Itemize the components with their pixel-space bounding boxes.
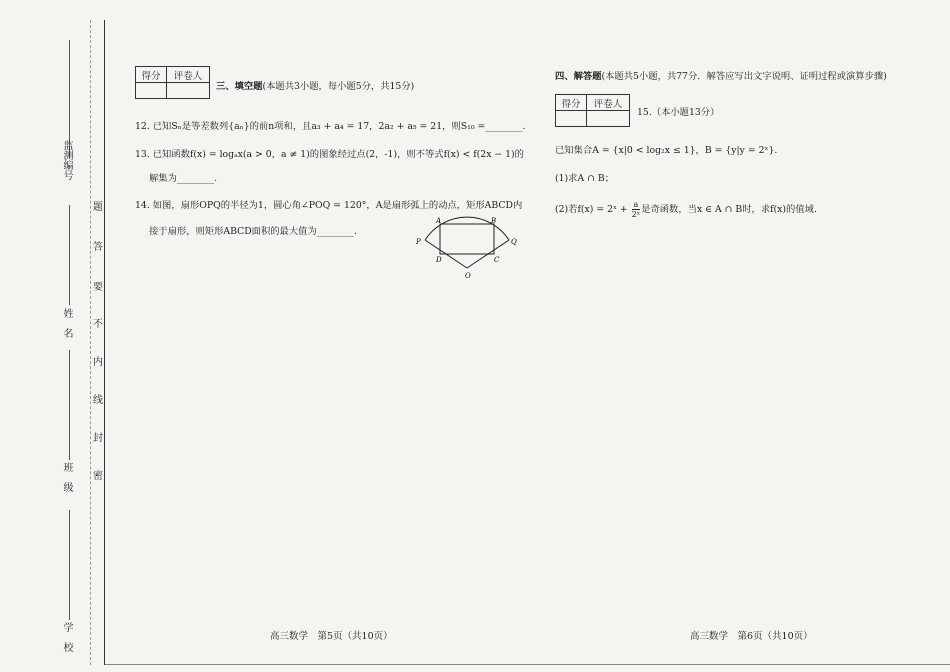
- score-cell-blank[interactable]: [136, 83, 167, 99]
- part2-suffix: 是奇函数，当x ∈ A ∩ B时，求f(x)的值域.: [641, 204, 817, 215]
- question-15-title: 15.（本小题13分）: [637, 107, 720, 118]
- point-q-label: Q: [511, 238, 517, 246]
- sector-figure: [412, 212, 522, 280]
- name-write-line: [69, 205, 70, 305]
- score-cell-label: 得分: [556, 95, 587, 111]
- seal-char-1: 答: [93, 242, 103, 253]
- school-label: 学 校: [61, 622, 72, 652]
- seal-char-4: 内: [93, 357, 103, 368]
- grader-cell-label: 评卷人: [587, 95, 630, 111]
- point-b-label: B: [491, 217, 497, 225]
- question-13-line2: 解集为________.: [149, 173, 218, 184]
- question-12: 12. 已知Sₙ是等差数列{aₙ}的前n项和，且a₃ + a₄ = 17，2a₂ + a₅ = 21，则S₁₀ =________.: [135, 121, 526, 132]
- point-d-label: D: [436, 256, 442, 264]
- point-p-label: P: [416, 238, 421, 246]
- class-write-line: [69, 350, 70, 460]
- seal-char-5: 线: [93, 395, 103, 406]
- question-15-part2: [555, 200, 817, 219]
- part2-prefix: (2)若f(x) = 2ˣ +: [555, 204, 631, 215]
- seal-dotted-line: [90, 20, 91, 665]
- name-label: 姓 名: [61, 308, 72, 338]
- class-label: 班 级: [61, 462, 72, 492]
- question-15-given: 已知集合A = {x|0 < log₂x ≤ 1}，B = {y|y = 2ˣ}.: [555, 145, 778, 156]
- question-14-line1: 14. 如图，扇形OPQ的半径为1，圆心角∠POQ = 120°，A是扇形弧上的动点，矩形ABCD内: [135, 200, 523, 211]
- seal-char-7: 密: [93, 471, 103, 482]
- seal-solid-line: [104, 20, 105, 665]
- question-15-part1: (1)求A ∩ B；: [555, 173, 615, 184]
- question-14-line2: 接于扇形，则矩形ABCD面积的最大值为________.: [149, 226, 357, 237]
- fraction-numerator: a: [633, 200, 639, 209]
- score-cell-blank[interactable]: [556, 111, 587, 127]
- right-page: [540, 0, 945, 672]
- point-a-label: A: [436, 217, 442, 225]
- section-3-title: 三、填空题: [216, 81, 263, 92]
- seal-char-3: 不: [93, 319, 103, 330]
- section-4-note: (本题共5小题，共77分．解答应写出文字说明、证明过程或演算步骤): [601, 71, 887, 82]
- section-3-note: (本题共3小题，每小题5分，共15分): [262, 81, 415, 92]
- exam-code-label: 监测编号: [61, 140, 72, 180]
- fraction-denominator: 2ˣ: [631, 210, 641, 219]
- score-box-left: [135, 66, 210, 99]
- left-page: [110, 0, 530, 672]
- score-box-right: [555, 94, 630, 127]
- section-3-header: [216, 78, 414, 92]
- question-13-line1: 13. 已知函数f(x) = logₐx(a > 0，a ≠ 1)的图象经过点(2，-1)，则不等式f(x) < f(2x − 1)的: [135, 149, 524, 160]
- seal-char-2: 要: [93, 282, 103, 293]
- point-o-label: O: [465, 272, 471, 280]
- point-c-label: C: [494, 256, 500, 264]
- rectangle-abcd: [440, 224, 494, 254]
- grader-cell-label: 评卷人: [167, 67, 210, 83]
- score-cell-label: 得分: [136, 67, 167, 83]
- fraction-a-over-2x: [632, 200, 640, 219]
- seal-char-6: 封: [93, 433, 103, 444]
- seal-char-0: 题: [93, 202, 103, 213]
- grader-cell-blank[interactable]: [587, 111, 630, 127]
- school-write-line: [69, 510, 70, 620]
- left-page-footer: 高三数学 第5页（共10页）: [270, 631, 393, 642]
- grader-cell-blank[interactable]: [167, 83, 210, 99]
- right-page-footer: 高三数学 第6页（共10页）: [690, 631, 813, 642]
- page-bottom-edge: [105, 664, 950, 665]
- section-4-title: 四、解答题: [555, 71, 602, 82]
- section-4-header: [555, 68, 887, 82]
